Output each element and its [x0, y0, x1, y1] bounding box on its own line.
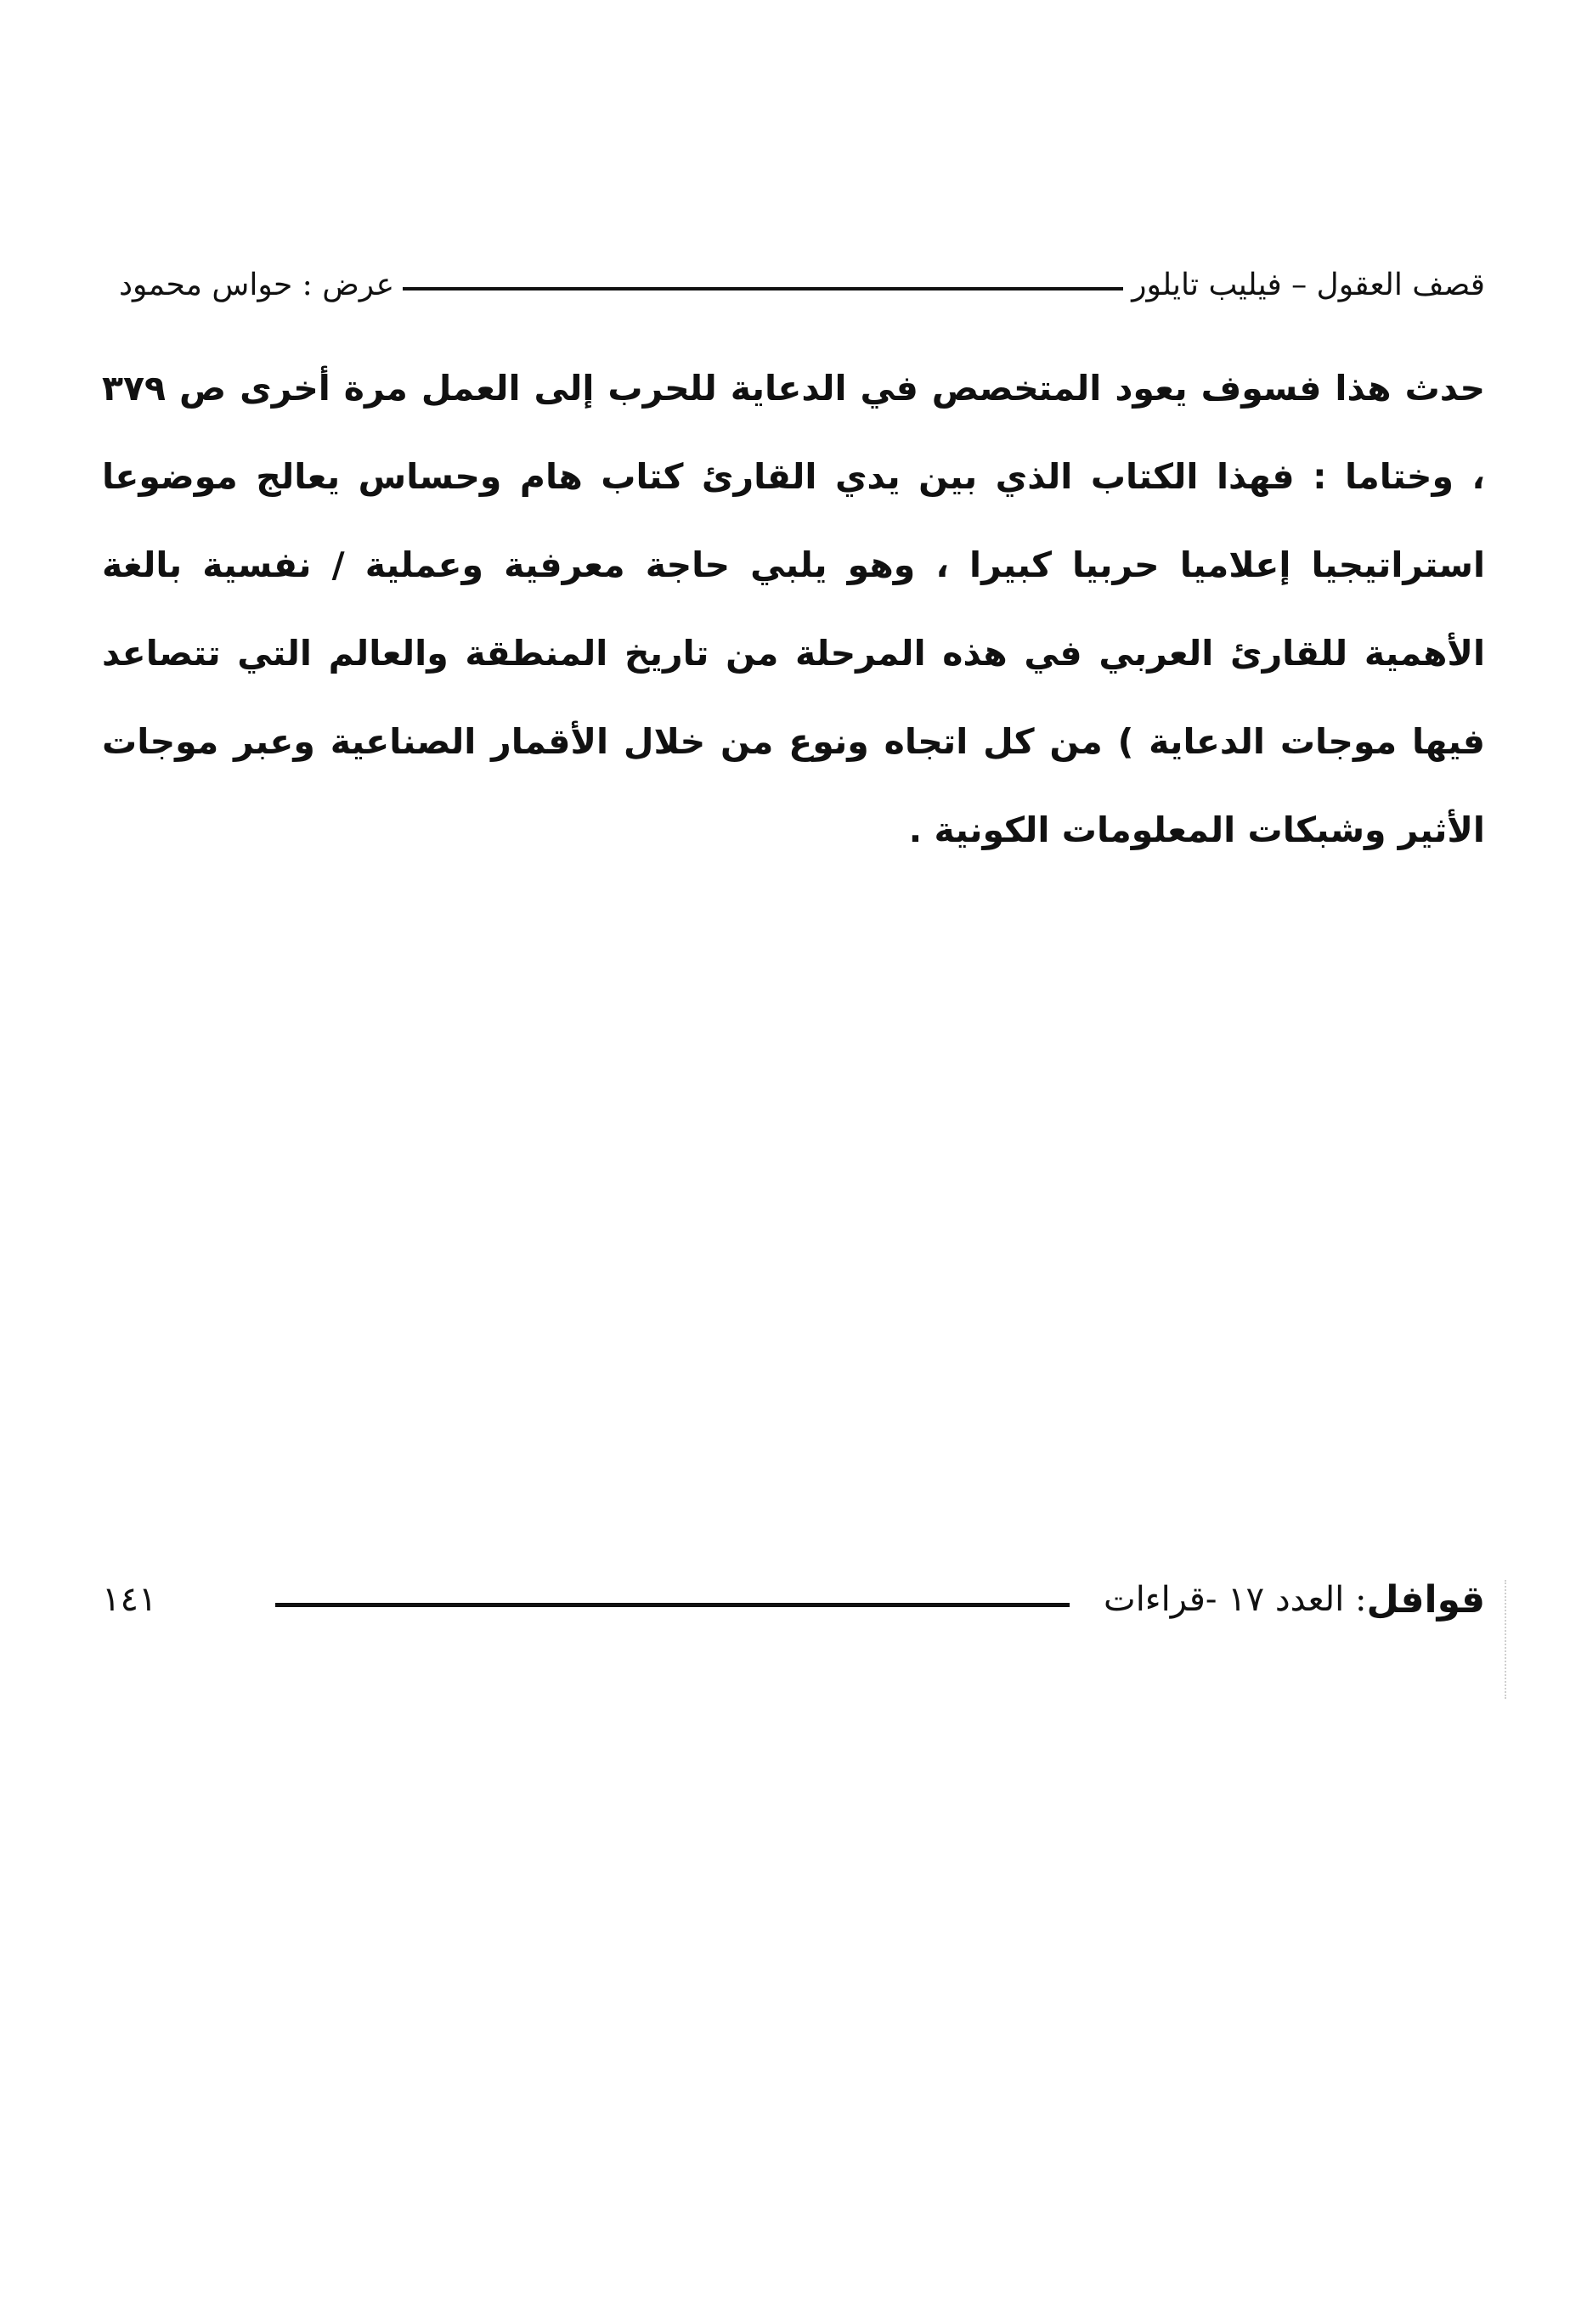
header-reviewer: عرض : حواس محمود [119, 267, 395, 302]
footer-issue: : العدد ١٧ -قراءات [1104, 1580, 1367, 1619]
footer-rule [275, 1603, 1070, 1607]
page-number: ١٤١ [102, 1580, 157, 1619]
footer-journal-name: قوافل [1366, 1577, 1485, 1622]
page-footer [102, 1570, 1485, 1629]
header-book-title: قصف العقول – فيليب تايلور [1132, 267, 1485, 302]
running-header [119, 255, 1485, 314]
header-rule [403, 287, 1123, 290]
scan-artifact [1505, 1580, 1506, 1699]
body-text [102, 344, 1485, 874]
body-paragraph: حدث هذا فسوف يعود المتخصص في الدعاية للحرب إلى العمل مرة أخرى ص ٣٧٩ ، وختاما : فهذا الكتاب الذي بين يدي القارئ كتاب هام وحساس يعالج موضوعا استراتيجيا إعلاميا حربيا كبيرا ، وهو يلبي حاجة معرفية وعملية / نفسية بالغة الأهمية للقارئ العربي في هذه المرحلة من تاريخ المنطقة والعالم التي تتصاعد فيها موجات الدعاية ) من كل اتجاه ونوع من خلال الأقمار الصناعية وعبر موجات الأثير وشبكات المعلومات الكونية . [102, 368, 1485, 850]
